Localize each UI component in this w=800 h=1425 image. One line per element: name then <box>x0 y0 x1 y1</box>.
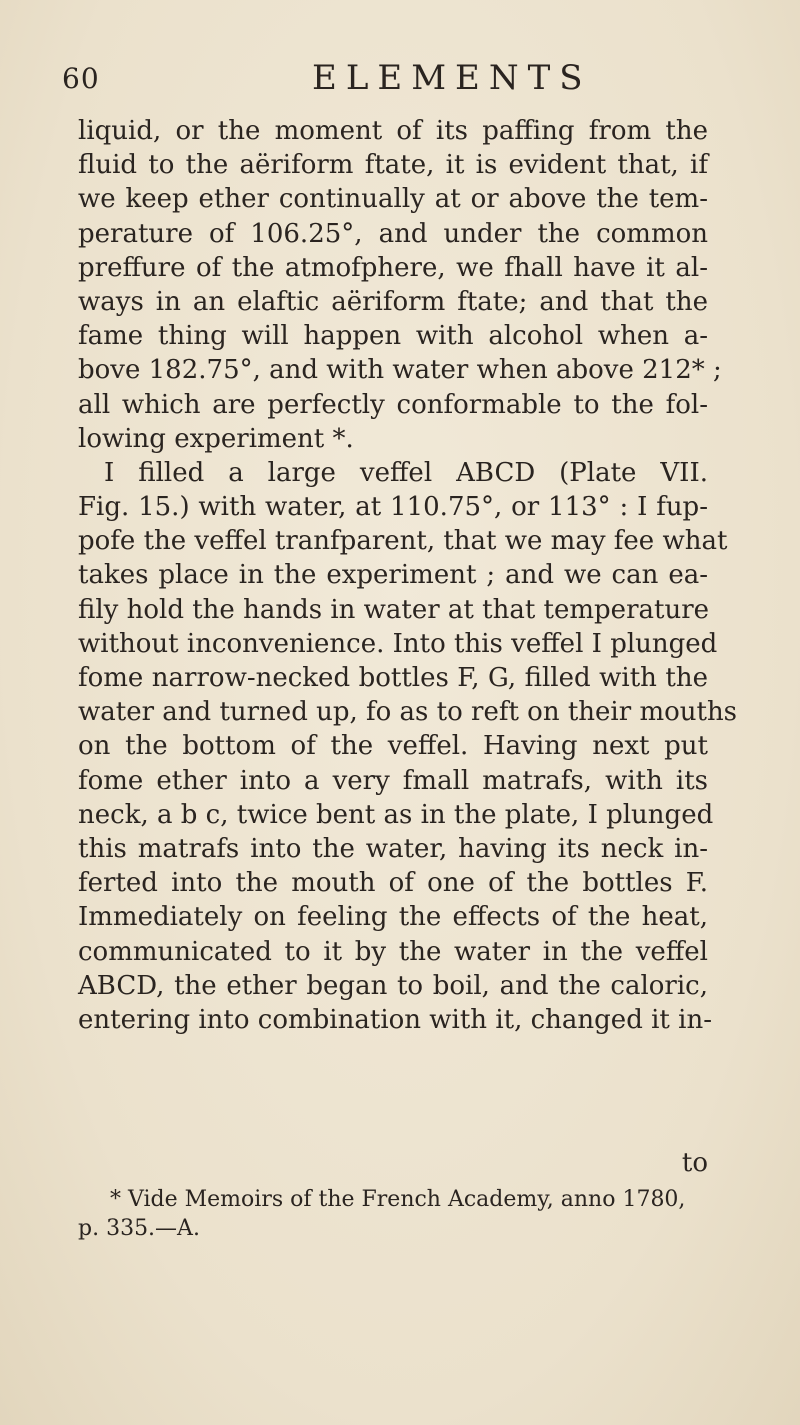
text-line: ABCD, the ether began to boil, and the caloric, <box>78 970 708 1001</box>
paragraph-start-line: I filled a large veffel ABCD (Plate VII. <box>104 457 708 488</box>
running-head: ELEMENTS <box>312 58 592 98</box>
text-line: fome ether into a very fmall matrafs, with its <box>78 765 708 796</box>
text-line: perature of 106.25°, and under the common <box>78 218 708 249</box>
text-line: communicated to it by the water in the veffel <box>78 936 708 967</box>
footnote <box>78 1185 700 1243</box>
footnote-line: p. 335.—A. <box>78 1216 200 1241</box>
text-line: pofe the veffel tranfparent, that we may fee what <box>78 526 728 557</box>
text-line: bove 182.75°, and with water when above 212* ; <box>78 355 722 386</box>
catchword: to <box>681 1148 708 1178</box>
text-line: fame thing will happen with alcohol when a- <box>78 321 708 352</box>
text-line: water and turned up, fo as to reft on their mouths <box>78 697 738 728</box>
text-line: lowing experiment *. <box>78 423 354 454</box>
text-line: liquid, or the moment of its paffing from the <box>78 116 708 146</box>
text-line: preffure of the atmofphere, we fhall have it al- <box>78 252 708 283</box>
text-line: neck, a b c, twice bent as in the plate, I plunged <box>78 799 714 830</box>
page-header <box>62 58 702 104</box>
text-line: without inconvenience. Into this veffel I plunged <box>78 628 718 659</box>
text-line: fily hold the hands in water at that temperature <box>78 594 710 625</box>
text-line: fome narrow-necked bottles F, G, filled with the <box>78 663 708 693</box>
footnote-line: * Vide Memoirs of the French Academy, anno 1780, <box>110 1187 686 1212</box>
text-line: all which are perfectly conformable to the fol- <box>78 389 708 420</box>
text-line: entering into combination with it, changed it in- <box>78 1004 712 1035</box>
text-line: ways in an elaftic aëriform ftate; and that the <box>78 286 708 317</box>
text-line: takes place in the experiment ; and we can ea- <box>78 560 708 591</box>
text-line: on the bottom of the veffel. Having next put <box>78 731 708 762</box>
text-line: we keep ether continually at or above the tem- <box>78 184 708 215</box>
text-line: Fig. 15.) with water, at 110.75°, or 113° : I fup- <box>78 492 708 523</box>
text-line: fluid to the aëriform ftate, it is evident that, if <box>78 150 708 181</box>
body-text <box>78 114 738 1037</box>
text-line: ferted into the mouth of one of the bottles F. <box>78 868 708 899</box>
text-line: this matrafs into the water, having its neck in- <box>78 833 708 864</box>
page-number: 60 <box>62 62 100 95</box>
text-line: Immediately on feeling the effects of the heat, <box>78 902 708 933</box>
